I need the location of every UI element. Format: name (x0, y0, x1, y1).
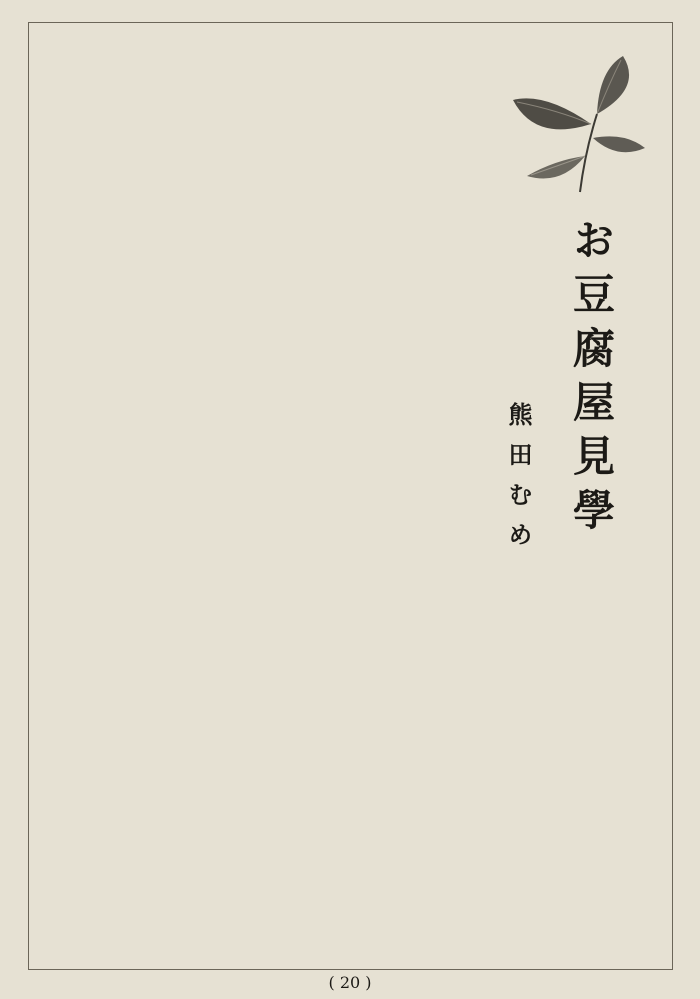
page-number: ( 20 ) (328, 973, 372, 992)
author-name: 熊田むめ (504, 402, 533, 562)
article-title: お豆腐屋見學 (567, 218, 616, 542)
leaf-illustration (505, 52, 655, 202)
